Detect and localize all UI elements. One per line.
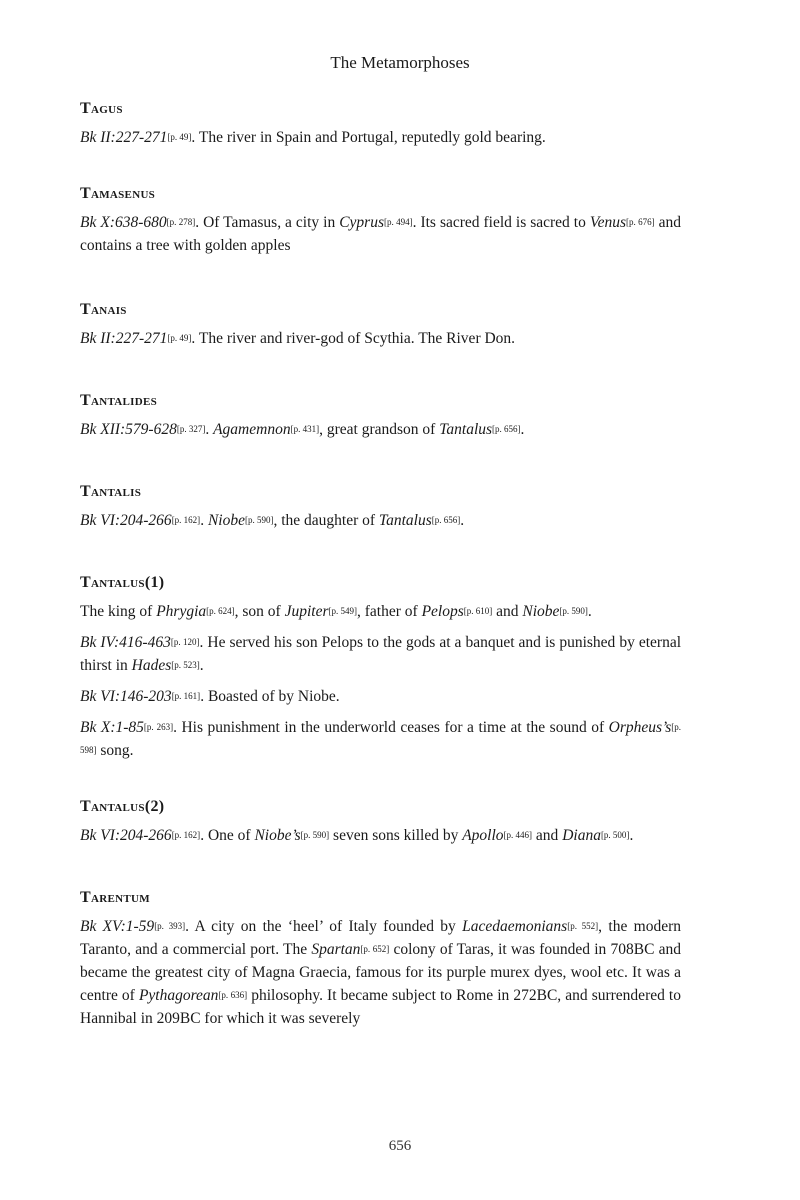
italic-reference: Tantalus <box>439 421 493 438</box>
page-reference: [p. 500] <box>600 830 630 840</box>
entry-paragraph <box>80 418 681 441</box>
entry-paragraph <box>80 600 681 623</box>
page-reference: [p. 263] <box>143 722 174 732</box>
page-reference: [p. 610] <box>463 606 493 616</box>
entry-title: Tantalis <box>80 483 142 500</box>
italic-reference: Pythagorean <box>138 987 219 1004</box>
entry-text: . <box>460 512 465 529</box>
entry-paragraph <box>80 915 681 1030</box>
italic-reference: Niobe <box>522 603 560 620</box>
page-reference: [p. 624] <box>206 606 235 616</box>
entry-title: Tarentum <box>80 889 150 906</box>
entry-text: and <box>492 603 523 620</box>
entry-text: . The river in Spain and Portugal, reputedly gold bearing. <box>191 129 546 146</box>
entry-text: and contains a tree with golden apples <box>80 214 681 254</box>
glossary-entry <box>80 572 681 762</box>
italic-reference: Bk X:1-85 <box>80 719 144 736</box>
entry-text: . Its sacred field is sacred to <box>412 214 590 231</box>
entry-text: . <box>205 421 214 438</box>
page-reference: [p. 590] <box>559 606 588 616</box>
page-reference: [p. 656] <box>492 424 521 434</box>
italic-reference: Cyprus <box>339 214 384 231</box>
entry-text: philosophy. It became subject to Rome in 272BC, and surrendered to Hannibal in 209BC for which it was severely <box>80 987 681 1027</box>
entry-text: . Of Tamasus, a city in <box>195 214 340 231</box>
italic-reference: Lacedaemonians <box>462 918 568 935</box>
page-reference: [p. 446] <box>503 830 533 840</box>
entry-text: , the daughter of <box>273 512 379 529</box>
entry-title: Tantalus(2) <box>80 798 165 815</box>
page-reference: [p. 49] <box>167 333 192 343</box>
page-reference: [p. 598] <box>80 722 681 755</box>
italic-reference: Agamemnon <box>213 421 291 438</box>
glossary-entry <box>80 390 681 441</box>
italic-reference: Orpheus’s <box>608 719 672 736</box>
entry-text: . <box>587 603 592 620</box>
italic-reference: Bk VI:204-266 <box>80 827 172 844</box>
entry-text: . A city on the ‘heel’ of Italy founded by <box>185 918 463 935</box>
entry-text: The king of <box>80 603 157 620</box>
entry-title: Tantalides <box>80 392 158 409</box>
entry-text: , the modern Taranto, and a commercial port. The <box>80 918 682 958</box>
glossary-entry <box>80 98 681 149</box>
italic-reference: Bk II:227-271 <box>80 330 168 347</box>
entry-paragraph <box>80 631 681 677</box>
entry-text: . He served his son Pelops to the gods at a banquet and is punished by eternal thirst in <box>80 634 682 674</box>
glossary-entry <box>80 481 681 532</box>
entry-paragraph <box>80 327 681 350</box>
italic-reference: Bk IV:416-463 <box>80 634 171 651</box>
glossary-entry <box>80 796 681 847</box>
entry-text: . Boasted of by Niobe. <box>200 688 340 705</box>
entry-text: , father of <box>357 603 422 620</box>
page-reference: [p. 278] <box>166 217 196 227</box>
glossary-entry <box>80 299 681 350</box>
page-reference: [p. 393] <box>154 921 186 931</box>
glossary-entry <box>80 887 681 1030</box>
entry-title: Tanais <box>80 301 127 318</box>
entry-paragraph <box>80 126 681 149</box>
page-number: 656 <box>388 1138 412 1154</box>
page-reference: [p. 656] <box>431 515 461 525</box>
italic-reference: Bk XII:579-628 <box>80 421 177 438</box>
italic-reference: Diana <box>562 827 601 844</box>
page-reference: [p. 676] <box>626 217 655 227</box>
entry-text: , great grandson of <box>319 421 440 438</box>
page-reference: [p. 636] <box>218 990 248 1000</box>
page-reference: [p. 494] <box>383 217 413 227</box>
italic-reference: Tantalus <box>378 512 432 529</box>
page-reference: [p. 162] <box>171 515 201 525</box>
page-reference: [p. 162] <box>171 830 201 840</box>
glossary-entries <box>80 98 681 1066</box>
entry-text: colony of Taras, it was founded in 708BC and became the greatest city of Magna Graecia, famous for its purple murex dyes, wool etc. It was a centre of <box>80 941 681 1004</box>
italic-reference: Bk X:638-680 <box>80 214 167 231</box>
entry-text: . The river and river-god of Scythia. The River Don. <box>191 330 516 347</box>
page-reference: [p. 652] <box>360 944 390 954</box>
page-header-title: The Metamorphoses <box>330 53 470 72</box>
page-reference: [p. 161] <box>171 691 201 701</box>
italic-reference: Phrygia <box>156 603 207 620</box>
page-reference: [p. 549] <box>328 606 357 616</box>
italic-reference: Apollo <box>462 827 504 844</box>
page-reference: [p. 49] <box>167 132 192 142</box>
page-reference: [p. 523] <box>171 660 200 670</box>
entry-text: seven sons killed by <box>329 827 463 844</box>
page-reference: [p. 552] <box>567 921 599 931</box>
entry-text: song. <box>96 742 134 759</box>
italic-reference: Hades <box>131 657 172 674</box>
italic-reference: Bk VI:146-203 <box>80 688 172 705</box>
entry-text: . <box>199 657 204 674</box>
entry-text: . <box>520 421 525 438</box>
entry-paragraph <box>80 509 681 532</box>
italic-reference: Venus <box>589 214 627 231</box>
entry-text: . His punishment in the underworld ceases for a time at the sound of <box>173 719 609 736</box>
entry-title: Tagus <box>80 100 123 117</box>
glossary-entry <box>80 183 681 257</box>
entry-text: and <box>532 827 563 844</box>
italic-reference: Bk II:227-271 <box>80 129 168 146</box>
italic-reference: Jupiter <box>284 603 329 620</box>
entry-paragraph <box>80 716 681 762</box>
page-reference: [p. 431] <box>290 424 320 434</box>
entry-paragraph <box>80 685 681 708</box>
page-reference: [p. 590] <box>244 515 274 525</box>
entry-paragraph <box>80 211 681 257</box>
entry-text: . <box>629 827 634 844</box>
italic-reference: Bk VI:204-266 <box>80 512 172 529</box>
page-reference: [p. 590] <box>300 830 330 840</box>
italic-reference: Bk XV:1-59 <box>80 918 155 935</box>
entry-text: , son of <box>234 603 285 620</box>
entry-text: . <box>200 512 208 529</box>
entry-title: Tantalus(1) <box>80 574 165 591</box>
italic-reference: Spartan <box>311 941 361 958</box>
entry-paragraph <box>80 824 681 847</box>
italic-reference: Niobe’s <box>254 827 301 844</box>
page-reference: [p. 120] <box>170 637 200 647</box>
italic-reference: Pelops <box>421 603 464 620</box>
entry-title: Tamasenus <box>80 185 156 202</box>
italic-reference: Niobe <box>207 512 245 529</box>
page-reference: [p. 327] <box>176 424 206 434</box>
entry-text: . One of <box>200 827 255 844</box>
